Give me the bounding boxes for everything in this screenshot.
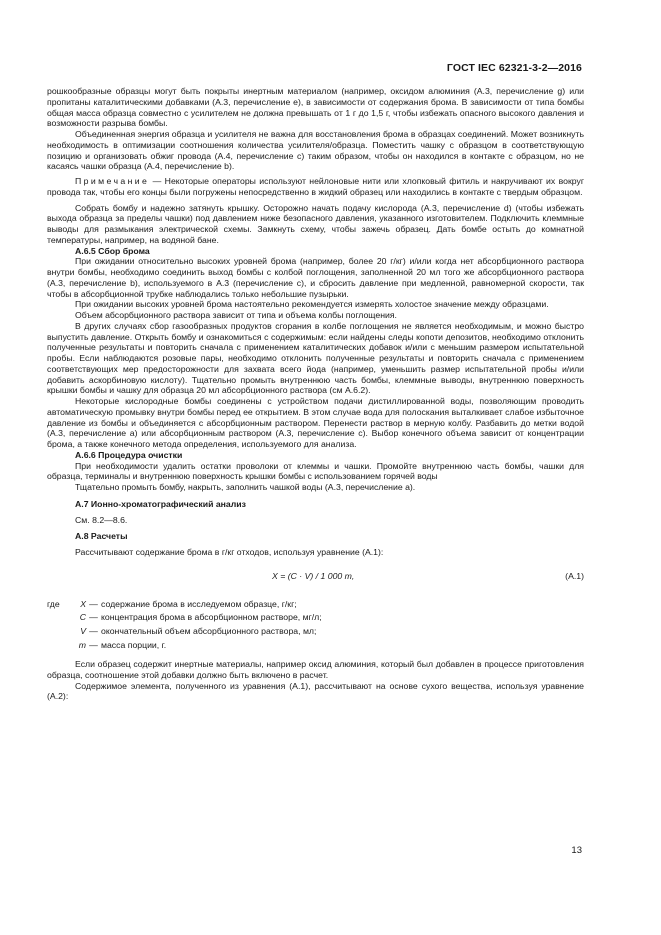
legend-symbol: m	[78, 639, 86, 650]
legend-dash: —	[89, 639, 98, 650]
legend-description: концентрация брома в абсорбционном растворе, мг/л;	[101, 612, 322, 623]
legend-prefix: где	[47, 598, 60, 609]
paragraph: Некоторые кислородные бомбы соединены с устройством подачи дистиллированной воды, позволяющим проводить автоматическую промывку внутри бомбы перед ее открытием. В этом случае вода для полоскания выталкивает слабое избыточное давление из бомбы и объединяется с абсорбционным раствором. Перенести раствор в мерную колбу. Разбавить до метки водой (А.3, перечисление а) или абсорбционным раствором (А.3, перечисление с). Выбор конечного объема зависит от концентрации брома, а также конечного метода определения, используемого для анализа.	[47, 396, 584, 449]
legend-description: масса порции, г.	[101, 639, 167, 650]
paragraph: Рассчитывают содержание брома в г/кг отходов, используя уравнение (А.1):	[75, 547, 384, 557]
section-heading-a66: А.6.6 Процедура очистки	[75, 449, 183, 460]
note-text: — Некоторые операторы используют нейлоновые нити или хлопковый фитиль и накручивают их вокруг провода так, чтобы его концы были погружены непосредственно в жидкий образец или находились в контакте с твердым образцом.	[47, 176, 584, 197]
legend-row	[47, 612, 584, 626]
legend-dash: —	[89, 598, 98, 609]
legend-row	[47, 640, 584, 654]
equation-expression: X = (C · V) / 1 000 m,	[272, 570, 355, 581]
paragraph: Собрать бомбу и надежно затянуть крышку. Осторожно начать подачу кислорода (А.3, перечисление d) (чтобы избежать выхода образца за пределы чашки) под давлением ниже безопасного давления, указанного изготовителем. Подключить клеммные выводы для размыкания электрической схемы. Замкнуть схему, чтобы зажечь образец. Дать бомбе остыть до комнатной температуры, например, на водяной бане.	[47, 202, 584, 245]
paragraph: При ожидании относительно высоких уровней брома (например, более 20 г/кг) и/или когда нет абсорбционного раствора внутри бомбы, необходимо соединить выход бомбы с колбой поглощения, заполненной 20 мл того же абсорбционного раствора (А.3, перечисление b), используемого в А.3 (перечисление с), и сбросить давление при медленной, равномерной скорости, так чтобы в абсорбционной трубке наблюдались только небольшие пузырьки.	[47, 256, 584, 299]
paragraph: Содержимое элемента, полученного из уравнения (А.1), рассчитывают на основе сухого вещества, используя уравнение (А.2):	[47, 680, 584, 702]
section-heading-a8: А.8 Расчеты	[75, 531, 128, 542]
legend-symbol: V	[80, 625, 86, 636]
note-label: Примечание	[75, 176, 150, 186]
document-header: ГОСТ IEC 62321-3-2—2016	[446, 62, 582, 74]
equation-number: (А.1)	[565, 570, 584, 581]
variable-legend	[47, 599, 584, 653]
paragraph: Тщательно промыть бомбу, накрыть, заполнить чашкой воды (А.3, перечисление а).	[75, 482, 416, 492]
legend-description: окончательный объем абсорбционного раствора, мл;	[101, 625, 317, 636]
legend-row	[47, 599, 584, 613]
paragraph: В других случаях сбор газообразных продуктов сгорания в колбе поглощения не является необходимым, и можно быстро выпустить давление. Открыть бомбу и ознакомиться с содержимым: если найдены следы копоти депозитов, необходимо отклонить полученные результаты и повторить сначала с применением каталитических добавок и/или с меньшим размером испытательной пробы. Если наблюдаются розовые пары, необходимо отклонить полученные результаты и повторить сначала с применением соответствующих мер предосторожности для захвата всего йода (например, уменьшить размер испытательной пробы и/или добавить аскорбиновую кислоту). Тщательно промыть внутреннюю часть бомбы, клеммные выводы, внутреннюю поверхность крышки бомбы и чашку для образца 20 мл абсорбционного раствора (см А.6.2).	[47, 320, 584, 396]
paragraph: Объем абсорбционного раствора зависит от типа и объема колбы поглощения.	[75, 310, 397, 320]
legend-dash: —	[89, 612, 98, 623]
document-body	[47, 86, 584, 702]
paragraph: См. 8.2—8.6.	[75, 514, 128, 525]
note	[47, 176, 584, 198]
legend-dash: —	[89, 625, 98, 636]
paragraph: Если образец содержит инертные материалы, например оксид алюминия, который был добавлен в процессе приготовления образца, соотношение этой добавки должно быть включено в расчет.	[47, 659, 584, 680]
legend-row	[47, 626, 584, 640]
legend-description: содержание брома в исследуемом образце, г/кг;	[101, 598, 297, 609]
legend-symbol: C	[79, 612, 86, 623]
paragraph: При необходимости удалить остатки проволоки от клеммы и чашки. Промойте внутреннюю часть бомбы, чашки для образца, терминалы и внутреннюю поверхность крышки бомбы с использованием горячей воды	[47, 460, 584, 482]
section-heading-a7: А.7 Ионно-хроматографический анализ	[75, 498, 246, 509]
paragraph: Объединенная энергия образца и усилителя не важна для восстановления брома в образцах соединений. Может возникнуть необходимость в оптимизации соотношения количества усилителя/образца. Поместить чашку с образцом в соответствующую позицию и организовать обжиг провода (А.4, перечисление с) таким образом, чтобы он находился в контакте с образцом, но не касаясь чашки образца (А.4, перечисление b).	[47, 129, 584, 172]
legend-symbol: X	[80, 598, 86, 609]
paragraph: рошкообразные образцы могут быть покрыты инертным материалом (например, оксидом алюминия (А.3, перечисление g) или пропитаны каталитическими добавками (А.3, перечисление е), в зависимости от содержания брома. В зависимости от типа бомбы общая масса образца совместно с усилителем не должна превышать от 1 г до 1,5 г, чтобы избежать опасного высокого давления и возможности разрыва бомбы.	[47, 86, 584, 129]
page-number: 13	[571, 845, 582, 856]
paragraph: При ожидании высоких уровней брома настоятельно рекомендуется измерять холостое значение между образцами.	[75, 299, 549, 310]
section-heading-a65: А.6.5 Сбор брома	[75, 245, 150, 256]
equation-a1	[47, 571, 584, 585]
